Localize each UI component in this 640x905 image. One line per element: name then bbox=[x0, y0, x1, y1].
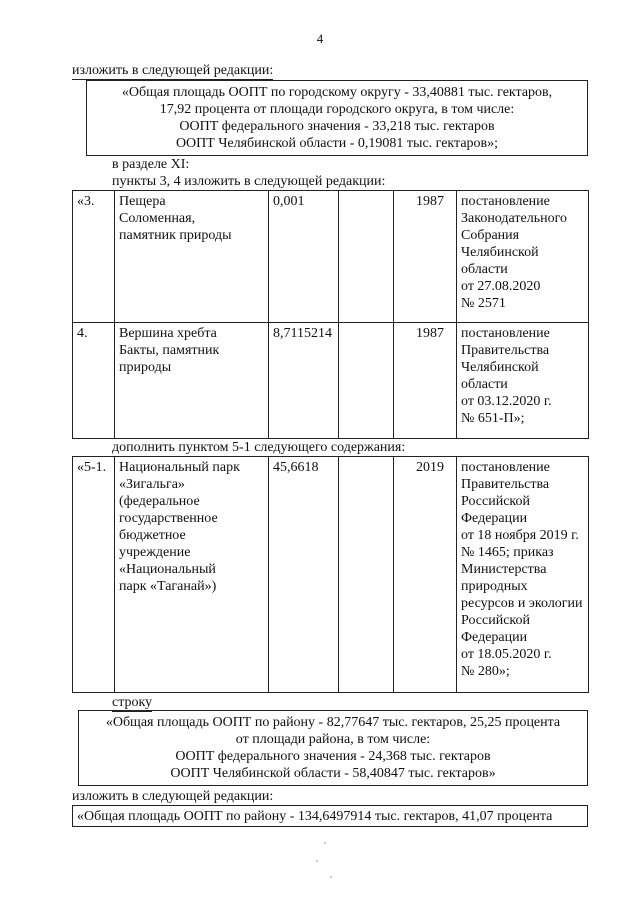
box1-line-4: ООПТ Челябинской области - 0,19081 тыс. гектаров»; bbox=[175, 136, 499, 151]
doc-line: № 280»; bbox=[461, 664, 510, 679]
cell-number: «3. bbox=[73, 191, 115, 323]
doc-line: от 18 ноября 2019 г. bbox=[461, 528, 579, 543]
doc-line: Правительства bbox=[461, 477, 550, 492]
add-label: дополнить пунктом 5-1 следующего содержания: bbox=[112, 440, 406, 455]
doc-line: от 27.08.2020 bbox=[461, 279, 541, 294]
name-line: бюджетное bbox=[119, 528, 186, 543]
doc-line: № 651-П»; bbox=[461, 411, 525, 426]
doc-line: Министерства bbox=[461, 562, 547, 577]
name-line: Национальный парк bbox=[119, 460, 240, 475]
doc-line: Российской bbox=[461, 613, 530, 628]
box-city-district-area bbox=[86, 80, 588, 156]
box2-line-3: ООПТ федерального значения - 24,368 тыс. гектаров bbox=[175, 749, 491, 764]
name-line: государственное bbox=[119, 511, 218, 526]
name-line: Пещера bbox=[119, 194, 166, 209]
box-district-area-new bbox=[72, 805, 588, 827]
table-row bbox=[73, 457, 589, 693]
doc-line: № 2571 bbox=[461, 296, 506, 311]
name-line: Вершина хребта bbox=[119, 326, 217, 341]
cell-document bbox=[457, 323, 589, 439]
doc-line: постановление bbox=[461, 194, 550, 209]
page-number: 4 bbox=[316, 31, 324, 46]
name-line: «Национальный bbox=[119, 562, 216, 577]
box1-line-2: 17,92 процента от площади городского округа, в том числе: bbox=[159, 102, 515, 117]
scan-speck bbox=[324, 842, 326, 844]
doc-line: природных bbox=[461, 579, 528, 594]
table-row bbox=[73, 191, 589, 323]
doc-line: ресурсов и экологии bbox=[461, 596, 583, 611]
box3-line-1: «Общая площадь ООПТ по району - 134,6497914 тыс. гектаров, 41,07 процента bbox=[77, 809, 553, 824]
doc-line: области bbox=[461, 377, 508, 392]
doc-line: Федерации bbox=[461, 511, 528, 526]
cell-document bbox=[457, 457, 589, 693]
cell-number: 4. bbox=[73, 323, 115, 439]
cell-year: 1987 bbox=[394, 191, 457, 323]
cell-number: «5-1. bbox=[73, 457, 115, 693]
scan-speck bbox=[316, 860, 318, 862]
cell-blank bbox=[339, 457, 394, 693]
box2-line-4: ООПТ Челябинской области - 58,40847 тыс. гектаров» bbox=[170, 766, 496, 781]
doc-line: Правительства bbox=[461, 343, 550, 358]
name-line: природы bbox=[119, 360, 172, 375]
section-label: в разделе XI: bbox=[112, 157, 190, 172]
name-line: Соломенная, bbox=[119, 211, 196, 226]
cell-name bbox=[115, 323, 269, 439]
box1-line-1: «Общая площадь ООПТ по городскому округу - 33,40881 тыс. гектаров, bbox=[121, 85, 553, 100]
items-label: пункты 3, 4 изложить в следующей редакции: bbox=[112, 174, 386, 189]
doc-line: от 18.05.2020 г. bbox=[461, 647, 552, 662]
box2-line-2: от площади района, в том числе: bbox=[235, 732, 431, 747]
doc-line: Челябинской bbox=[461, 245, 539, 260]
cell-area: 45,6618 bbox=[269, 457, 339, 693]
doc-line: Федерации bbox=[461, 630, 528, 645]
doc-line: Собрания bbox=[461, 228, 520, 243]
cell-blank bbox=[339, 323, 394, 439]
cell-blank bbox=[339, 191, 394, 323]
doc-line: Законодательного bbox=[461, 211, 567, 226]
doc-line: Российской bbox=[461, 494, 530, 509]
doc-line: постановление bbox=[461, 326, 550, 341]
cell-name bbox=[115, 191, 269, 323]
doc-line: постановление bbox=[461, 460, 550, 475]
intro-label-2: изложить в следующей редакции: bbox=[72, 789, 274, 804]
name-line: парк «Таганай») bbox=[119, 579, 217, 594]
name-line: Бакты, памятник bbox=[119, 343, 220, 358]
cell-area: 0,001 bbox=[269, 191, 339, 323]
cell-year: 2019 bbox=[394, 457, 457, 693]
name-line: (федеральное bbox=[119, 494, 200, 509]
cell-name bbox=[115, 457, 269, 693]
doc-line: Челябинской bbox=[461, 360, 539, 375]
doc-line: от 03.12.2020 г. bbox=[461, 394, 552, 409]
doc-line: области bbox=[461, 262, 508, 277]
cell-year: 1987 bbox=[394, 323, 457, 439]
box1-line-3: ООПТ федерального значения - 33,218 тыс. гектаров bbox=[179, 119, 495, 134]
cell-document bbox=[457, 191, 589, 323]
name-line: памятник природы bbox=[119, 228, 232, 243]
box-district-area-old bbox=[78, 710, 588, 786]
items-table bbox=[72, 190, 589, 439]
name-line: «Зигальга» bbox=[119, 477, 185, 492]
table-row bbox=[73, 323, 589, 439]
row-label: строку bbox=[112, 695, 153, 710]
added-item-table bbox=[72, 456, 589, 693]
intro-label: изложить в следующей редакции: bbox=[72, 63, 274, 78]
name-line: учреждение bbox=[119, 545, 191, 560]
doc-line: № 1465; приказ bbox=[461, 545, 554, 560]
box2-line-1: «Общая площадь ООПТ по району - 82,77647 тыс. гектаров, 25,25 процента bbox=[105, 715, 561, 730]
scan-speck bbox=[330, 876, 332, 878]
cell-area: 8,7115214 bbox=[269, 323, 339, 439]
